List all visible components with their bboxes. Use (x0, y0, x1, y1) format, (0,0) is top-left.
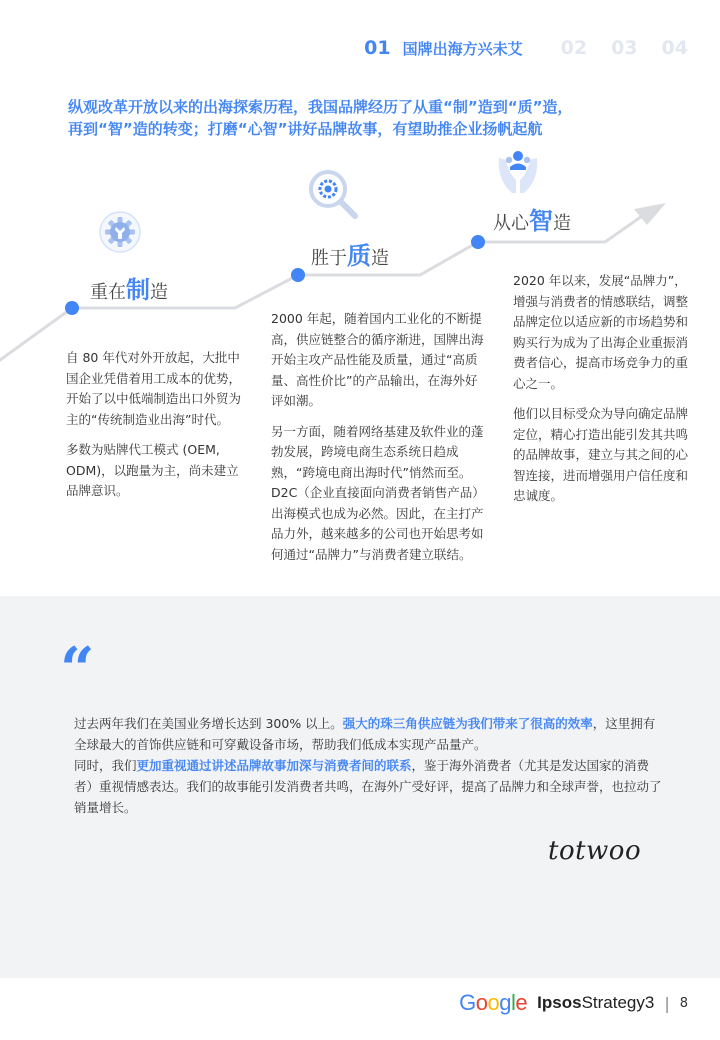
ipsos-logo-rest: Strategy3 (581, 993, 655, 1012)
ipsos-strategy3-logo (537, 993, 654, 1013)
stage-title-2-pre: 胜于 (311, 248, 347, 269)
chapter-number-active[interactable]: 01 (364, 37, 391, 59)
stage-1-description (66, 348, 242, 512)
quote-text (74, 713, 664, 818)
timeline-node-2 (291, 268, 305, 282)
google-letter: o (475, 990, 488, 1015)
timeline-node-1 (65, 301, 79, 315)
stage-3-paragraph-2: 他们以目标受众为导向确定品牌定位，精心打造出能引发其共鸣的品牌故事，建立与其之间的心智连接，进而增强用户信任度和忠诚度。 (513, 406, 689, 503)
google-logo (459, 990, 527, 1016)
stage-title-2 (311, 236, 389, 271)
page-number: 8 (679, 995, 688, 1011)
stage-title-2-highlight: 质 (347, 242, 371, 270)
footer (459, 990, 688, 1016)
stage-1-paragraph-1: 自 80 年代对外开放起，大批中国企业凭借着用工成本的优势，开始了以中低端制造出口外贸为主的“传统制造业出海”时代。 (66, 350, 242, 427)
headline-line-1: 纵观改革开放以来的出海探索历程，我国品牌经历了从重“制”造到“质”造， (68, 98, 573, 116)
quote-part-4: ，鉴于海外消费者（尤其是发达国家的消费者）重视情感表达。我们的故事能引发消费者共鸣，在海外广受好评，提高了品牌力和全球声誉，也拉动了销量增长。 (74, 758, 662, 815)
ipsos-logo-bold: Ipsos (537, 993, 582, 1012)
chapter-number-3[interactable]: 03 (611, 37, 638, 59)
stage-title-3-highlight: 智 (529, 207, 553, 235)
stage-title-2-post: 造 (371, 248, 389, 269)
gear-wrench-icon (100, 212, 140, 252)
stage-title-1 (90, 270, 168, 305)
magnifier-gear-icon (311, 172, 355, 216)
google-letter: g (499, 990, 512, 1015)
google-letter: o (487, 990, 500, 1015)
stage-3-description (513, 271, 691, 517)
stage-3-paragraph-1: 2020 年以来，发展“品牌力”，增强与消费者的情感联结，调整品牌定位以适应新的市场趋势和购买行为成为了出海企业重振消费者信心，提高市场竞争力的重心之一。 (513, 273, 689, 391)
stage-2-description (271, 309, 489, 575)
totwoo-logo: totwoo (548, 836, 642, 866)
stage-2-paragraph-2: 另一方面，随着网络基建及软件业的蓬勃发展，跨境电商生态系统日趋成熟，“跨境电商出海时代”悄然而至。D2C（企业直接面向消费者销售产品）出海模式也成为必然。因此，在主打产品力外，越来越多的公司也开始思考如何通过“品牌力”与消费者建立联结。 (271, 423, 485, 562)
timeline-node-3 (471, 235, 485, 249)
stage-title-1-post: 造 (150, 282, 168, 303)
stage-title-1-pre: 重在 (90, 282, 126, 303)
quote-mark-icon: “ (60, 635, 95, 705)
google-letter: l (511, 990, 516, 1015)
chapter-label-active[interactable]: 国牌出海方兴未艾 (402, 40, 523, 58)
chapter-number-4[interactable]: 04 (661, 37, 688, 59)
footer-separator: | (664, 993, 670, 1013)
quote-part-3: 同时，我们 (74, 758, 137, 773)
timeline-arrow-head (634, 203, 666, 225)
stage-title-3-post: 造 (553, 213, 571, 234)
stage-title-3-pre: 从心 (493, 213, 529, 234)
stage-1-paragraph-2: 多数为贴牌代工模式 (OEM, ODM)，以跑量为主，尚未建立品牌意识。 (66, 442, 239, 498)
stage-title-3 (493, 201, 571, 236)
chapter-number-2[interactable]: 02 (560, 37, 588, 59)
google-letter: e (515, 990, 528, 1015)
quote-part-2: ，这里拥有全球最大的首饰供应链和可穿戴设备市场，帮助我们低成本实现产品量产。 (74, 716, 656, 752)
quote-part-1: 过去两年我们在美国业务增长达到 300% 以上。 (74, 716, 343, 731)
stage-2-paragraph-1: 2000 年起，随着国内工业化的不断提高，供应链整合的循序渐进，国牌出海开始主攻产品性能及质量，通过“高质量、高性价比”的产品输出，在海外好评如潮。 (271, 311, 484, 408)
quote-highlight-1: 强大的珠三角供应链为我们带来了很高的效率 (342, 716, 593, 731)
headline-line-2: 再到“智”造的转变；打磨“心智”讲好品牌故事，有望助推企业扬帆起航 (68, 120, 543, 138)
quote-highlight-2: 更加重视通过讲述品牌故事加深与消费者间的联系 (136, 758, 412, 773)
hands-people-icon (499, 151, 537, 193)
google-letter: G (459, 990, 476, 1015)
stage-title-1-highlight: 制 (126, 276, 150, 304)
